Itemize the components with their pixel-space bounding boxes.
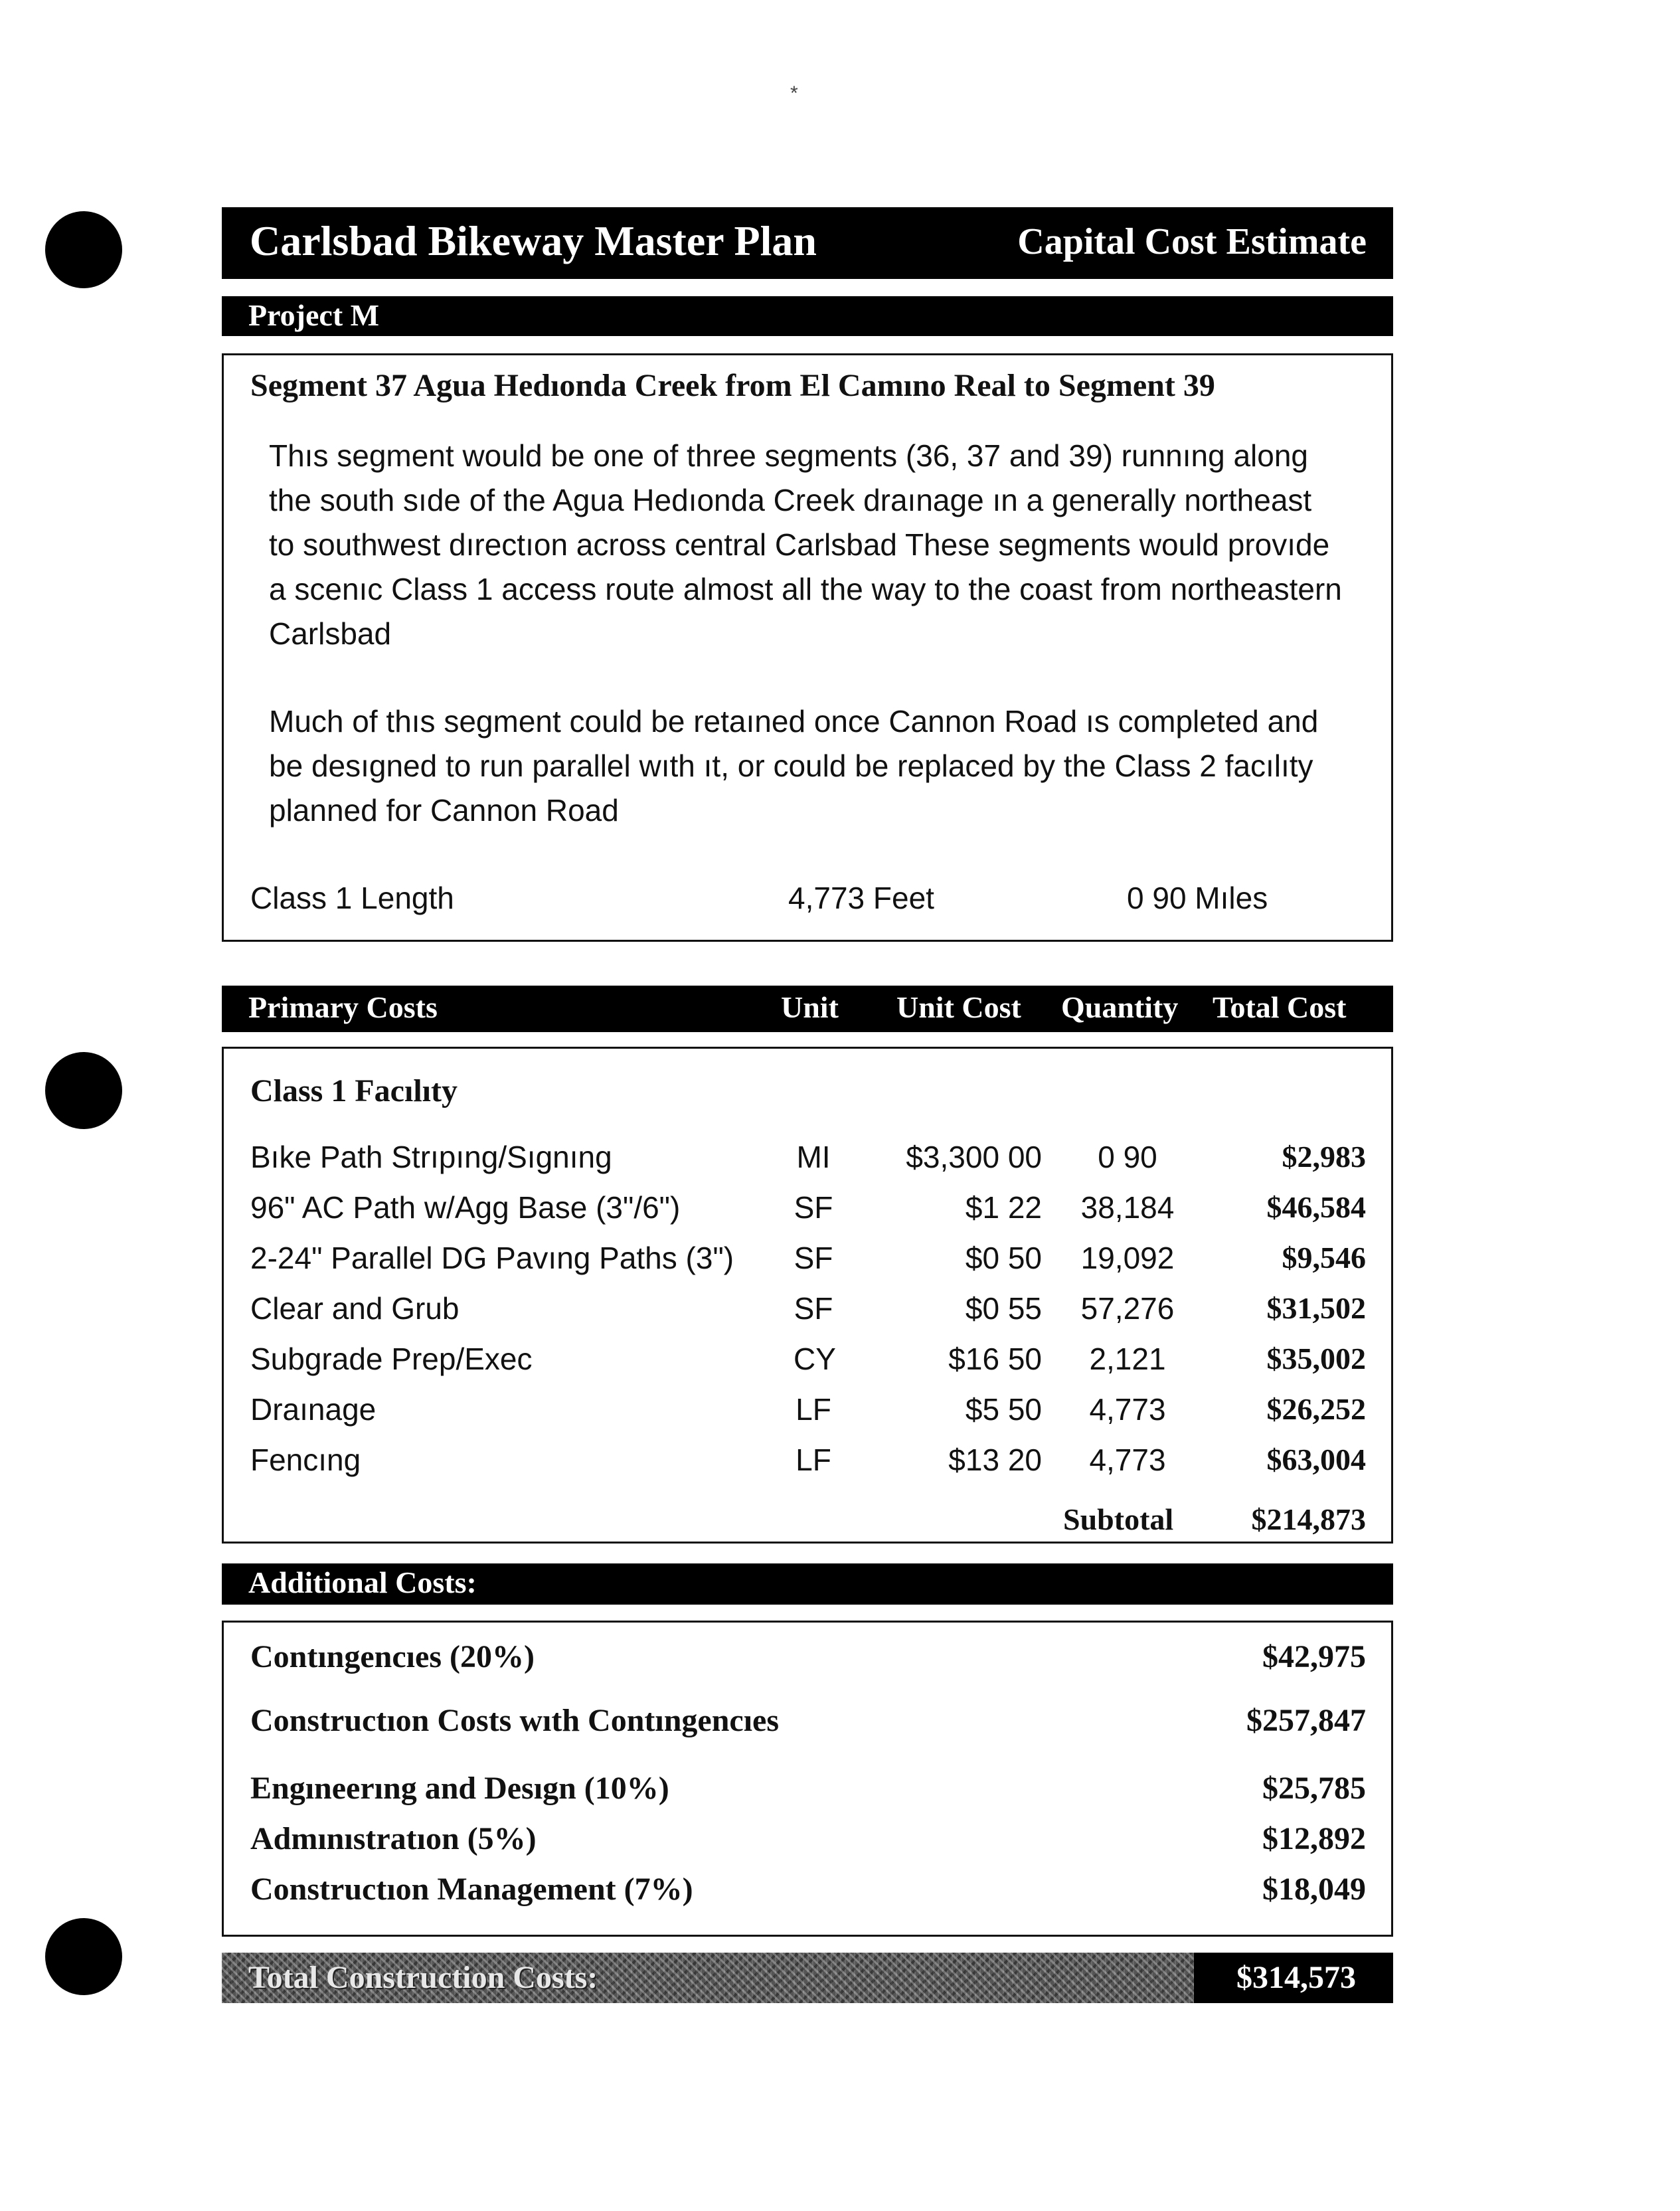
- row-unit-cost: $0 50: [965, 1241, 1042, 1275]
- row-unit: CY: [794, 1342, 836, 1376]
- subtotal-label: Subtotal: [1063, 1502, 1174, 1536]
- primary-costs-box: [222, 1047, 1393, 1544]
- paragraph-line: the south sıde of the Agua Hedıonda Creek draınage ın a generally northeast: [269, 483, 1312, 517]
- table-row: [224, 1391, 1391, 1442]
- row-total: $46,584: [1266, 1190, 1366, 1224]
- group-title: Class 1 Facılıty: [250, 1073, 458, 1108]
- row-quantity: 4,773: [1089, 1443, 1166, 1477]
- col-header-unit-cost: Unit Cost: [896, 990, 1021, 1024]
- col-header-unit: Unit: [781, 990, 839, 1024]
- table-row: [224, 1190, 1391, 1240]
- paragraph-line: to southwest dırectıon across central Carlsbad These segments would provıde: [269, 527, 1330, 562]
- row-total: $63,004: [1266, 1443, 1366, 1476]
- length-miles: 0 90 Mıles: [1127, 881, 1268, 915]
- table-row: [224, 1290, 1391, 1341]
- row-quantity: 19,092: [1080, 1241, 1175, 1275]
- row-unit-cost: $16 50: [948, 1342, 1042, 1376]
- additional-costs-label: Additional Costs:: [248, 1565, 477, 1599]
- length-feet: 4,773 Feet: [788, 881, 934, 915]
- row-quantity: 38,184: [1080, 1190, 1175, 1225]
- row-item: Draınage: [250, 1392, 377, 1427]
- row-unit: SF: [794, 1190, 833, 1225]
- additional-value: $18,049: [1262, 1872, 1366, 1907]
- row-unit-cost: $0 55: [965, 1291, 1042, 1326]
- project-label: Project M: [248, 298, 380, 332]
- paragraph-line: Thıs segment would be one of three segments (36, 37 and 39) runnıng along: [269, 438, 1309, 473]
- paragraph-line: Much of thıs segment could be retaıned once Cannon Road ıs completed and: [269, 704, 1319, 739]
- additional-value: $257,847: [1246, 1703, 1366, 1738]
- table-row: [224, 1341, 1391, 1391]
- additional-label: Admınıstratıon (5%): [250, 1821, 537, 1856]
- row-item: Fencıng: [250, 1443, 361, 1477]
- row-total: $9,546: [1282, 1241, 1366, 1275]
- punch-hole-bottom: [45, 1918, 122, 1995]
- additional-value: $12,892: [1262, 1821, 1366, 1856]
- row-unit-cost: $3,300 00: [906, 1140, 1042, 1174]
- row-total: $31,502: [1266, 1291, 1366, 1325]
- col-header-total: Total Cost: [1213, 990, 1347, 1024]
- row-unit-cost: $5 50: [965, 1392, 1042, 1427]
- row-item: 2-24" Parallel DG Pavıng Paths (3"): [250, 1241, 734, 1275]
- subtotal-value: $214,873: [1251, 1502, 1366, 1536]
- row-unit-cost: $13 20: [948, 1443, 1042, 1477]
- stray-mark: *: [790, 82, 798, 104]
- page-subtitle: Capital Cost Estimate: [1017, 221, 1367, 262]
- segment-paragraph-1: [269, 434, 1342, 656]
- row-quantity: 2,121: [1089, 1342, 1166, 1376]
- total-construction-bar: [222, 1953, 1194, 2003]
- punch-hole-top: [45, 211, 122, 288]
- segment-heading: Segment 37 Agua Hedıonda Creek from El Camıno Real to Segment 39: [250, 368, 1215, 403]
- additional-label: Constructıon Management (7%): [250, 1872, 693, 1907]
- paragraph-line: be desıgned to run parallel wıth ıt, or could be replaced by the Class 2 facılıty: [269, 749, 1313, 783]
- segment-box: [222, 353, 1393, 942]
- row-total: $35,002: [1266, 1342, 1366, 1375]
- project-bar: [222, 296, 1393, 336]
- row-total: $26,252: [1266, 1392, 1366, 1426]
- table-row: [224, 1139, 1391, 1190]
- additional-label: Engıneerıng and Desıgn (10%): [250, 1771, 669, 1806]
- paragraph-line: a scenıc Class 1 access route almost all the way to the coast from northeastern: [269, 572, 1342, 606]
- total-construction-label: Total Construction Costs:: [248, 1960, 598, 1995]
- row-item: 96" AC Path w/Agg Base (3"/6"): [250, 1190, 681, 1225]
- row-unit: LF: [796, 1443, 831, 1477]
- table-row: [224, 1442, 1391, 1492]
- row-unit-cost: $1 22: [965, 1190, 1042, 1225]
- row-unit: LF: [796, 1392, 831, 1427]
- row-unit: SF: [794, 1241, 833, 1275]
- additional-value: $42,975: [1262, 1639, 1366, 1674]
- additional-costs-header: [222, 1563, 1393, 1605]
- paragraph-line: planned for Cannon Road: [269, 793, 619, 828]
- paragraph-line: Carlsbad: [269, 616, 392, 651]
- page-title: Carlsbad Bikeway Master Plan: [250, 217, 817, 264]
- total-construction-value: $314,573: [1236, 1960, 1356, 1995]
- row-total: $2,983: [1282, 1140, 1366, 1174]
- col-header-quantity: Quantity: [1061, 990, 1179, 1024]
- segment-paragraph-2: [269, 699, 1318, 833]
- row-item: Subgrade Prep/Exec: [250, 1342, 533, 1376]
- row-unit: MI: [796, 1140, 831, 1174]
- additional-value: $25,785: [1262, 1771, 1366, 1806]
- primary-costs-header: [222, 986, 1393, 1032]
- additional-label: Contıngencıes (20%): [250, 1639, 535, 1674]
- row-quantity: 0 90: [1098, 1140, 1157, 1174]
- row-quantity: 4,773: [1089, 1392, 1166, 1427]
- row-item: Bıke Path Strıpıng/Sıgnıng: [250, 1140, 612, 1174]
- row-quantity: 57,276: [1080, 1291, 1175, 1326]
- additional-label: Constructıon Costs wıth Contıngencıes: [250, 1703, 780, 1738]
- additional-costs-box: [222, 1621, 1393, 1937]
- table-row: [224, 1240, 1391, 1290]
- total-construction-value-box: [1194, 1953, 1393, 2003]
- row-item: Clear and Grub: [250, 1291, 460, 1326]
- row-unit: SF: [794, 1291, 833, 1326]
- length-label: Class 1 Length: [250, 881, 454, 915]
- punch-hole-middle: [45, 1052, 122, 1129]
- title-bar: [222, 207, 1393, 279]
- col-header-name: Primary Costs: [248, 990, 438, 1024]
